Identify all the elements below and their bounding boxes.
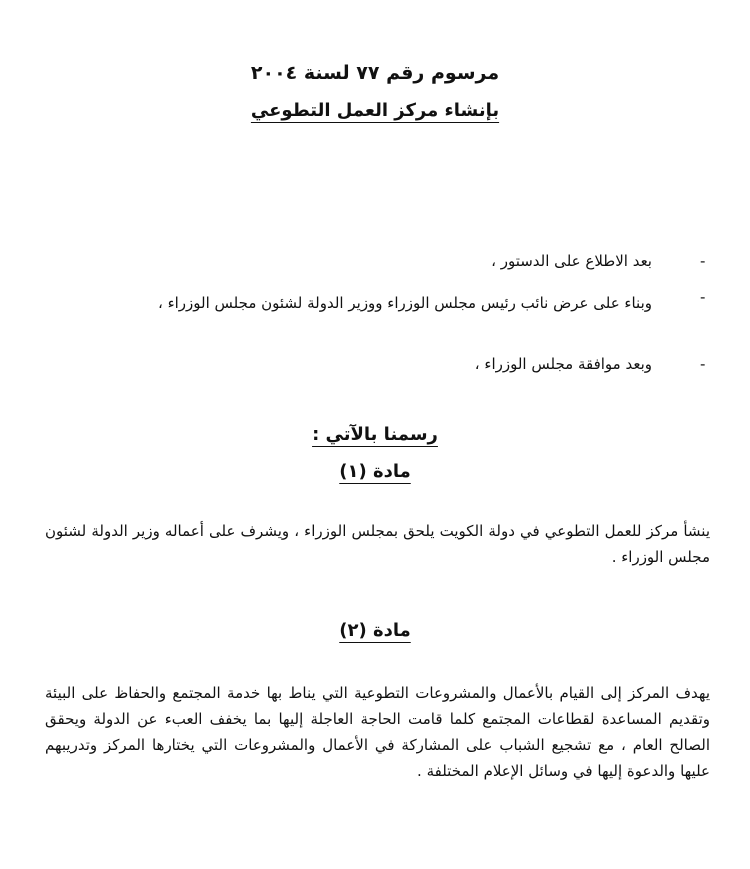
decree-subtitle: بإنشاء مركز العمل التطوعي — [250, 100, 500, 121]
decreed-label: رسمنا بالآتي : — [312, 424, 438, 445]
preamble-item-1: بعد الاطلاع على الدستور ، — [491, 252, 652, 270]
preamble-dash-1: - — [700, 252, 706, 270]
preamble-item-3: وبعد موافقة مجلس الوزراء ، — [474, 355, 652, 373]
preamble-dash-3: - — [700, 355, 706, 373]
article-1-heading: مادة (١) — [339, 461, 411, 482]
decree-title: مرسوم رقم ٧٧ لسنة ٢٠٠٤ — [250, 62, 500, 84]
preamble-dash-2: - — [700, 288, 706, 306]
article-2-heading: مادة (٢) — [339, 620, 411, 641]
article-2-text: يهدف المركز إلى القيام بالأعمال والمشروعات التطوعية التي يناط بها خدمة المجتمع والحفاظ على البيئة وتقديم المساعدة لقطاعات المجتمع كلما قامت الحاجة العاجلة إليها بما يخفف العبء عن الدولة ويحقق الصالح العام ، مع تشجيع الشباب على المشاركة في الأعمال والمشروعات التي يختارها المركز وتدريبهم عليها والدعوة إليها في وسائل الإعلام المختلفة . — [45, 684, 710, 780]
article-1-text: ينشأ مركز للعمل التطوعي في دولة الكويت يلحق بمجلس الوزراء ، ويشرف على أعماله وزير الدولة لشئون مجلس الوزراء . — [45, 522, 710, 566]
preamble-item-2: وبناء على عرض نائب رئيس مجلس الوزراء ووزير الدولة لشئون مجلس الوزراء ، — [157, 294, 652, 312]
